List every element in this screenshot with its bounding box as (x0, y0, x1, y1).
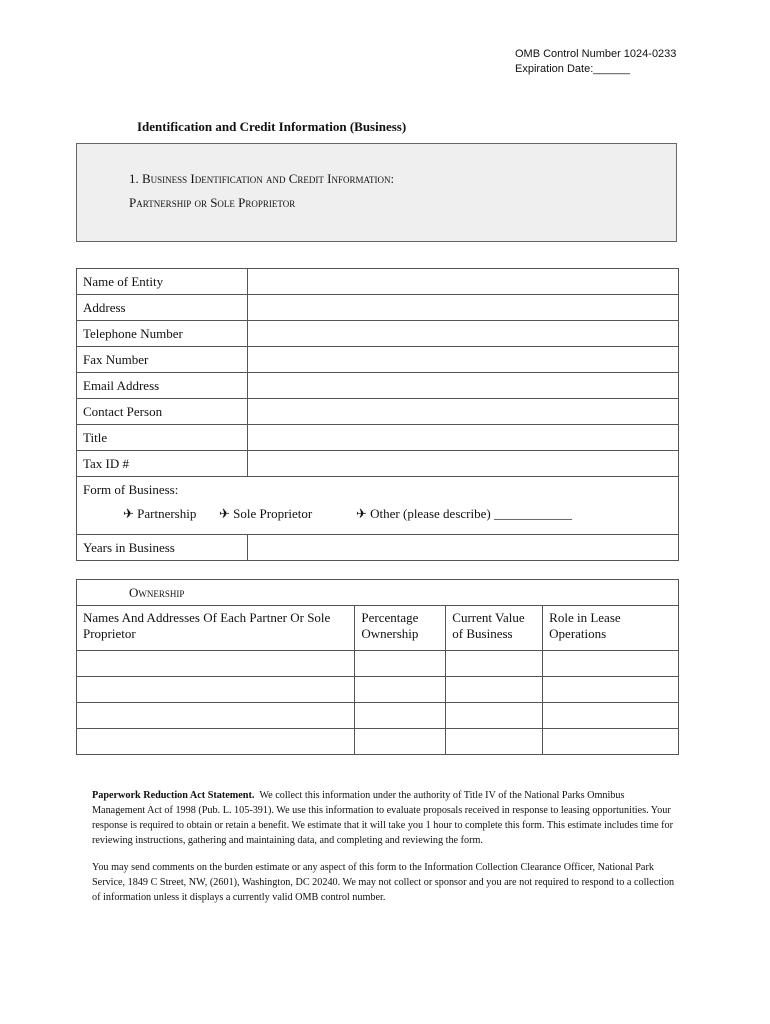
title-field[interactable] (248, 425, 679, 451)
column-header: Role in Lease Operations (543, 606, 679, 651)
field-label: Name of Entity (77, 269, 248, 295)
pra-paragraph-2: You may send comments on the burden estimate or any aspect of this form to the Information Collection Clearance Officer, National Park Service, 1849 C Street, NW, (2601), Washington, DC 20240. We may not collect or sponsor and you are not required to respond to a collection of information unless it displays a currently valid OMB control number. (92, 862, 675, 903)
field-label: Email Address (77, 373, 248, 399)
table-row (77, 321, 679, 347)
role-cell[interactable] (543, 677, 679, 703)
table-row (77, 295, 679, 321)
fax-field[interactable] (248, 347, 679, 373)
table-row (77, 269, 679, 295)
table-row (77, 651, 679, 677)
percentage-cell[interactable] (355, 677, 446, 703)
table-row (77, 425, 679, 451)
owner-name-cell[interactable] (77, 677, 355, 703)
table-row (77, 729, 679, 755)
owner-name-cell[interactable] (77, 729, 355, 755)
partnership-checkbox[interactable]: ✈ Partnership (123, 506, 197, 521)
table-row (77, 373, 679, 399)
column-header: Percentage Ownership (355, 606, 446, 651)
table-row (77, 703, 679, 729)
business-info-table (76, 268, 679, 561)
percentage-cell[interactable] (355, 651, 446, 677)
table-row (77, 399, 679, 425)
section-title: 1. Business Identification and Credit Information: (129, 171, 395, 186)
owner-name-cell[interactable] (77, 703, 355, 729)
form-of-business-cell (77, 477, 679, 535)
field-label: Tax ID # (77, 451, 248, 477)
field-label: Title (77, 425, 248, 451)
table-row (77, 477, 679, 535)
value-cell[interactable] (446, 651, 543, 677)
form-of-business-options (83, 506, 672, 524)
field-label: Telephone Number (77, 321, 248, 347)
table-row (77, 347, 679, 373)
pra-paragraph-1: Paperwork Reduction Act Statement. We collect this information under the authority of Title IV of the National Parks Omnibus Management Act of 1998 (Pub. L. 105-391). We use this information to evaluate proposals received in response to leasing opportunities. Your response is required to obtain or retain a benefit. We estimate that it will take you 1 hour to complete this form. This estimate includes time for reviewing instructions, gathering and maintaining data, and completing and reviewing the form. (92, 790, 674, 846)
field-label: Years in Business (77, 535, 248, 561)
table-row (77, 451, 679, 477)
omb-header (515, 47, 676, 77)
value-cell[interactable] (446, 703, 543, 729)
expiration-date: Expiration Date:______ (515, 63, 630, 75)
page-title: Identification and Credit Information (Business) (137, 119, 407, 134)
role-cell[interactable] (543, 729, 679, 755)
years-in-business-field[interactable] (248, 535, 679, 561)
field-label: Fax Number (77, 347, 248, 373)
table-row (77, 580, 679, 606)
tax-id-field[interactable] (248, 451, 679, 477)
column-header: Current Value of Business (446, 606, 543, 651)
value-cell[interactable] (446, 677, 543, 703)
sole-proprietor-checkbox[interactable]: ✈ Sole Proprietor (219, 506, 313, 521)
role-cell[interactable] (543, 703, 679, 729)
entity-name-field[interactable] (248, 269, 679, 295)
table-row (77, 535, 679, 561)
telephone-field[interactable] (248, 321, 679, 347)
ownership-heading: Ownership (77, 580, 679, 606)
ownership-table (76, 579, 679, 755)
paperwork-reduction-statement (92, 788, 677, 917)
column-header: Names And Addresses Of Each Partner Or Sole Proprietor (77, 606, 355, 651)
pra-heading: Paperwork Reduction Act Statement. (92, 790, 255, 801)
value-cell[interactable] (446, 729, 543, 755)
percentage-cell[interactable] (355, 703, 446, 729)
field-label: Contact Person (77, 399, 248, 425)
table-row (77, 606, 679, 651)
other-checkbox[interactable]: ✈ Other (please describe) ____________ (356, 506, 572, 521)
contact-person-field[interactable] (248, 399, 679, 425)
section-subtitle: Partnership or Sole Proprietor (129, 195, 296, 210)
field-label: Address (77, 295, 248, 321)
email-field[interactable] (248, 373, 679, 399)
percentage-cell[interactable] (355, 729, 446, 755)
owner-name-cell[interactable] (77, 651, 355, 677)
omb-control-number: OMB Control Number 1024-0233 (515, 48, 677, 60)
role-cell[interactable] (543, 651, 679, 677)
section-heading-box (76, 143, 677, 242)
address-field[interactable] (248, 295, 679, 321)
table-row (77, 677, 679, 703)
form-of-business-label: Form of Business: (83, 482, 179, 497)
